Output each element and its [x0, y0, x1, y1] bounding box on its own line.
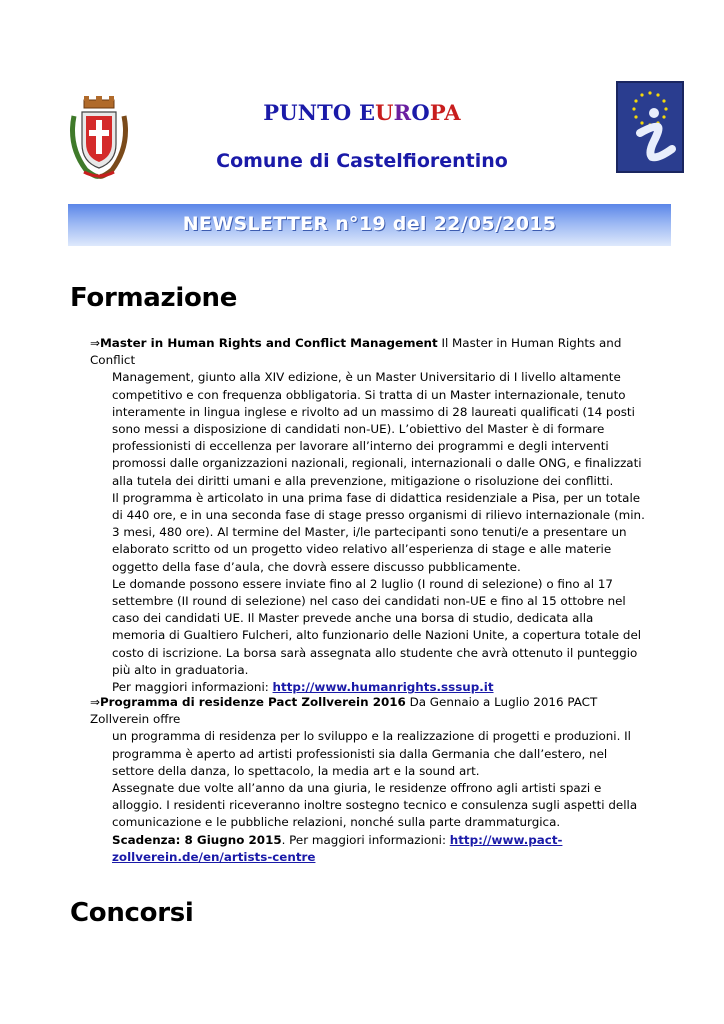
- deadline-text: Scadenza: 8 Giugno 2015: [112, 832, 282, 847]
- newsletter-banner-text: NEWSLETTER n°19 del 22/05/2015: [182, 213, 557, 235]
- entry-lead: Da Gennaio a Luglio 2016 PACT Zollverein offre: [90, 695, 598, 727]
- entry-paragraph: Management, giunto alla XIV edizione, è un Master Universitario di I livello altamente competitivo e con frequenza obbligatoria. Si tratta di un Master internazionale, tenuto interamente in lingua inglese e rivolto ad un massimo di 28 laureati qualificati (14 posti sono messi a disposizione di candidati non-UE). L’obiettivo del Master è di formare professionisti di eccellenza per lavorare all’interno dei programmi e degli interventi promossi dalle organizzazioni nazionali, regionali, internazionali o dalle ONG, e finalizzati alla tutela dei diritti umani e alla prevenzione, mitigazione o risoluzione dei conflitti.: [112, 370, 642, 488]
- arrow-icon: ⇒: [90, 695, 100, 709]
- entry-paragraph: Assegnate due volte all’anno da una giuria, le residenze offrono agli artisti spazi e alloggio. I residenti riceveranno inoltre sostegno tecnico e consulenza sugli aspetti della comunicazione e le pubbliche relazioni, nonché sulla parte drammaturgica.: [112, 781, 638, 830]
- newsletter-banner: [68, 204, 671, 246]
- entry-heading: Programma di residenze Pact Zollverein 2016: [99, 695, 406, 709]
- section-heading-concorsi: Concorsi: [70, 898, 194, 928]
- title-part: R: [393, 100, 412, 125]
- title-part: E: [358, 100, 376, 125]
- title-part: PUNTO: [263, 100, 359, 125]
- humanrights-link[interactable]: http://www.humanrights.sssup.it: [272, 680, 494, 695]
- deadline-tail: . Per maggiori informazioni:: [281, 832, 450, 847]
- title-part: O: [411, 100, 430, 125]
- entry-paragraph: Il programma è articolato in una prima fase di didattica residenziale a Pisa, per un totale di 440 ore, e in una seconda fase di stage presso organismi di rilievo internazionale (min. 3 mesi, 480 ore). Al termine del Master, i/le partecipanti sono tenuti/e a presentare un elaborato scritto od un progetto video relativo all’esperienza di stage e alle materie oggetto della fase d’aula, che dovrà essere discusso pubblicamente.: [112, 490, 645, 574]
- entry-lead: Il Master in Human Rights and Conflict: [90, 336, 622, 368]
- entry-heading: Master in Human Rights and Conflict Management: [99, 336, 438, 350]
- page-subtitle: Comune di Castelfiorentino: [216, 150, 508, 172]
- title-part: U: [375, 100, 394, 125]
- entry-paragraph: un programma di residenza per lo sviluppo e la realizzazione di progetti e produzioni. Il programma è aperto ad artisti professionisti sia dalla Germania che dall’estero, nel settore della danza, lo spettacolo, la media art e la sound art.: [112, 729, 631, 778]
- section-heading-formazione: Formazione: [70, 283, 238, 313]
- info-label: Per maggiori informazioni:: [112, 680, 273, 695]
- entry-first-line: [90, 335, 650, 369]
- pact-zollverein-link[interactable]: http://www.pact-zollverein.de/en/artists-centre: [112, 832, 563, 864]
- page-title: [0, 100, 724, 125]
- entry-paragraph: Le domande possono essere inviate fino al 2 luglio (I round di selezione) o fino al 17 settembre (II round di selezione) nel caso dei candidati non-UE e fino al 15 ottobre nel caso dei candidati UE. Il Master prevede anche una borsa di studio, dedicata alla memoria di Gualtiero Fulcheri, alto funzionario delle Nazioni Unite, a copertura totale del costo di iscrizione. La borsa sarà assegnata allo studente che avrà ottenuto il punteggio più alto in graduatoria.: [112, 576, 642, 677]
- arrow-icon: ⇒: [90, 336, 100, 350]
- entry-info: [112, 832, 650, 866]
- entry-pact-zollverein: [90, 694, 650, 866]
- entry-master-human-rights: [90, 335, 650, 696]
- entry-body: [90, 369, 650, 696]
- entry-body: [90, 728, 650, 866]
- entry-first-line: [90, 694, 650, 728]
- title-part: PA: [429, 100, 461, 125]
